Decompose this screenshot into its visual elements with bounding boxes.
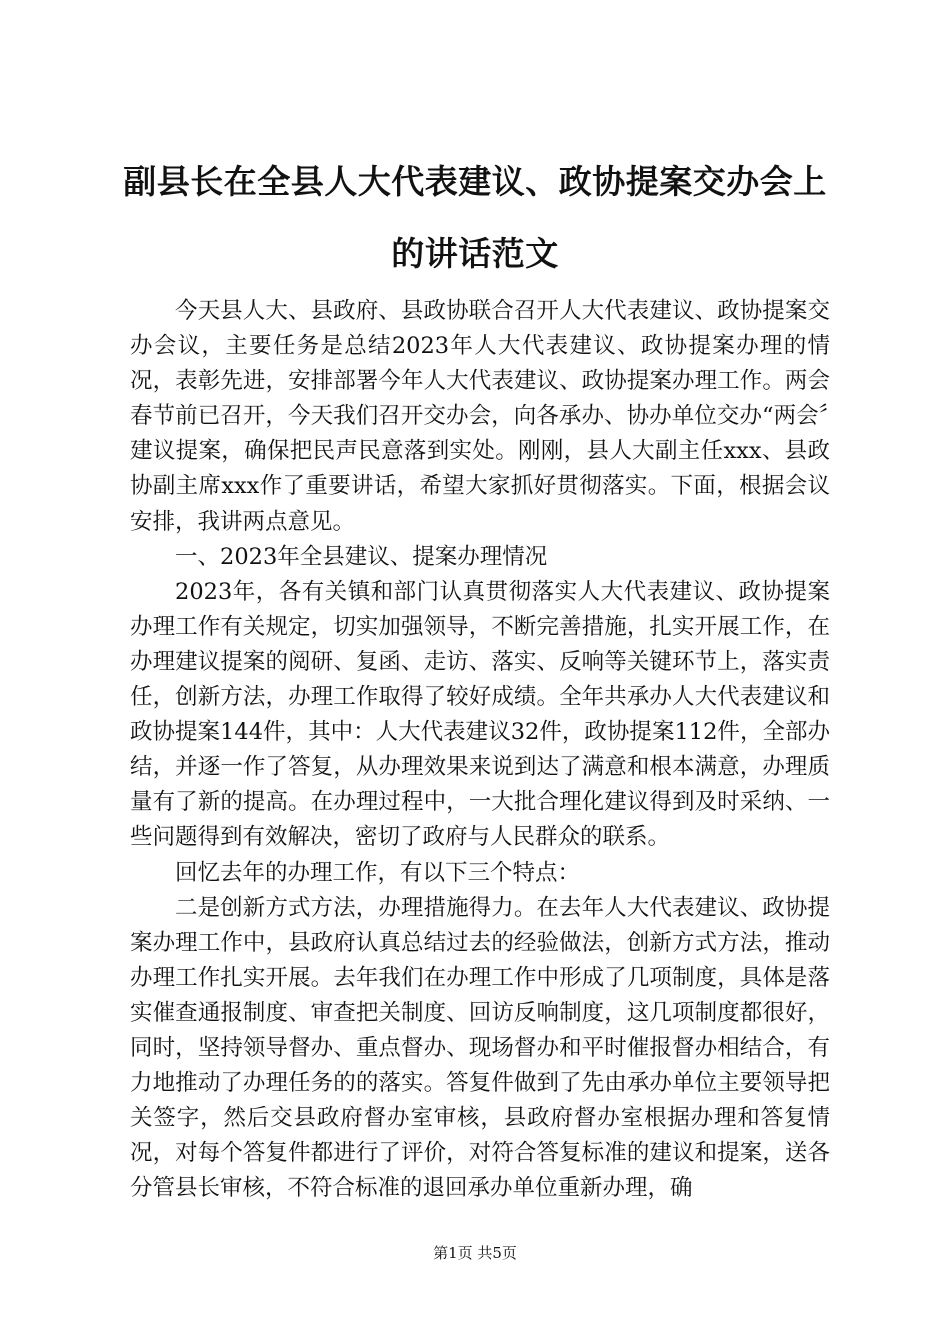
page-total: 共5页 xyxy=(477,1244,517,1262)
section-heading-1: 一、2023年全县建议、提案办理情况 xyxy=(175,543,548,570)
paragraph-feature-2: 二是创新方式方法，办理措施得力。在去年人大代表建议、政协提案办理工作中，县政府认真总结过去的经验做法，创新方式方法，推动办理工作扎实开展。去年我们在办理工作中形成了几项制度，具体是落实催查通报制度、审查把关制度、回访反响制度，这几项制度都很好，同时，坚持领导督办、重点督办、现场督办和平时催报督办相结合，有力地推动了办理任务的的落实。答复件做到了先由承办单位主要领导把关签字，然后交县政府督办室审核，县政府督办室根据办理和答复情况，对每个答复件都进行了评价，对符合答复标准的建议和提案，送各分管县长审核，不符合标准的退回承办单位重新办理，确 xyxy=(130,894,830,1202)
paragraph-features-intro: 回忆去年的办理工作，有以下三个特点： xyxy=(175,859,581,886)
paragraph-summary: 2023年，各有关镇和部门认真贯彻落实人大代表建议、政协提案办理工作有关规定，切实加强领导，不断完善措施，扎实开展工作，在办理建议提案的阅研、复函、走访、落实、反响等关键环节上，落实责任，创新方法，办理工作取得了较好成绩。全年共承办人大代表建议和政协提案144件，其中：人大代表建议32件，政协提案112件，全部办结，并逐一作了答复，从办理效果来说到达了满意和根本满意，办理质量有了新的提高。在办理过程中，一大批合理化建议得到及时采纳、一些问题得到有效解决，密切了政府与人民群众的联系。 xyxy=(130,578,830,851)
page-footer xyxy=(0,1243,950,1263)
document-title: 副县长在全县人大代表建议、政协提案交办会上的讲话范文 xyxy=(123,162,827,273)
document-body xyxy=(130,294,830,1206)
paragraph-intro: 今天县人大、县政府、县政协联合召开人大代表建议、政协提案交办会议，主要任务是总结2023年人大代表建议、政协提案办理的情况，表彰先进，安排部署今年人大代表建议、政协提案办理工作。两会春节前已召开，今天我们召开交办会，向各承办、协办单位交办“两会〞建议提案，确保把民声民意落到实处。刚刚，县人大副主任xxx、县政协副主席xxx作了重要讲话，希望大家抓好贯彻落实。下面，根据会议安排，我讲两点意见。 xyxy=(130,298,830,535)
page-number: 第1页 xyxy=(433,1244,473,1262)
